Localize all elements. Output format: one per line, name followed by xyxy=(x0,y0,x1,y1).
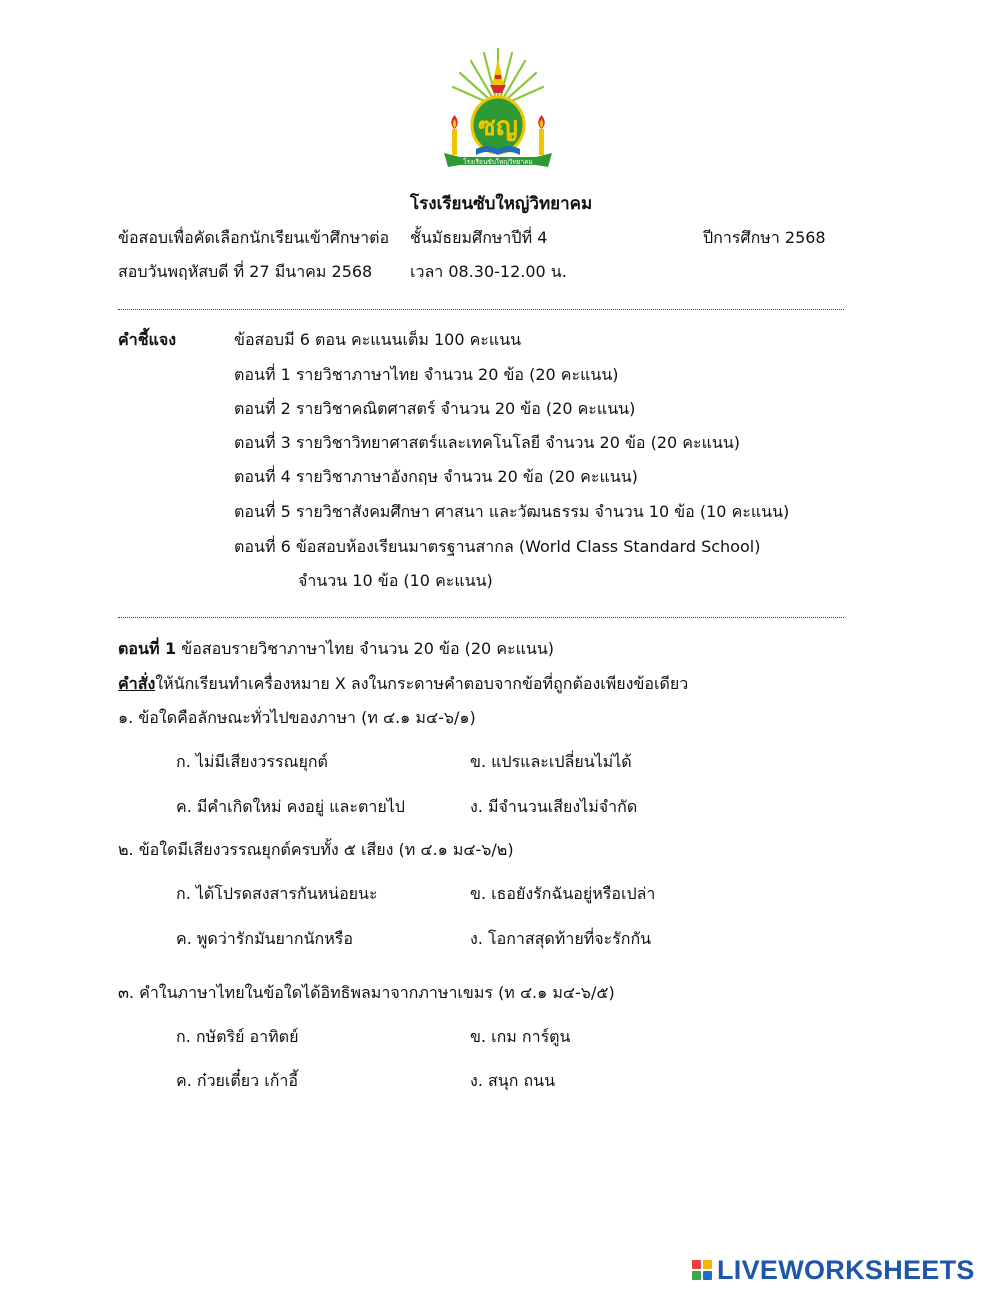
q2-option-a[interactable]: ก. ได้โปรดสงสารกันหน่อยนะ xyxy=(176,884,378,903)
watermark-text: LIVEWORKSHEETS xyxy=(717,1254,975,1285)
q1-option-d[interactable]: ง. มีจำนวนเสียงไม่จำกัด xyxy=(470,797,638,816)
part1-heading-label: ตอนที่ 1 xyxy=(118,639,177,658)
instruction-line: ตอนที่ 6 ข้อสอบห้องเรียนมาตรฐานสากล (World Class Standard School) xyxy=(234,537,761,556)
logo-tile xyxy=(692,1271,701,1280)
q1-option-c[interactable]: ค. มีคำเกิดใหม่ คงอยู่ และตายไป xyxy=(176,797,405,816)
exam-title: ข้อสอบเพื่อคัดเลือกนักเรียนเข้าศึกษาต่อ xyxy=(118,228,390,247)
liveworksheets-watermark[interactable] xyxy=(692,1254,975,1286)
exam-time: เวลา 08.30-12.00 น. xyxy=(410,262,567,281)
exam-date: สอบวันพฤหัสบดี ที่ 27 มีนาคม 2568 xyxy=(118,262,373,281)
part1-heading-text: ข้อสอบรายวิชาภาษาไทย จำนวน 20 ข้อ (20 คะแนน) xyxy=(176,639,555,658)
q1-option-a[interactable]: ก. ไม่มีเสียงวรรณยุกต์ xyxy=(176,752,328,771)
part1-command xyxy=(118,672,688,697)
q3-option-d[interactable]: ง. สนุก ถนน xyxy=(470,1071,556,1090)
logo-tile xyxy=(703,1260,712,1269)
question-2: ๒. ข้อใดมีเสียงวรรณยุกต์ครบทั้ง ๕ เสียง (ท ๔.๑ ม๔-๖/๒) xyxy=(118,840,514,859)
divider-top xyxy=(118,309,844,310)
q2-option-d[interactable]: ง. โอกาสสุดท้ายที่จะรักกัน xyxy=(470,929,652,948)
instructions-label: คำชี้แจง xyxy=(118,330,177,349)
instruction-line: ตอนที่ 4 รายวิชาภาษาอังกฤษ จำนวน 20 ข้อ (20 คะแนน) xyxy=(234,467,638,486)
question-1: ๑. ข้อใดคือลักษณะทั่วไปของภาษา (ท ๔.๑ ม๔-๖/๑) xyxy=(118,708,476,727)
instruction-line: ตอนที่ 3 รายวิชาวิทยาศาสตร์และเทคโนโลยี จำนวน 20 ข้อ (20 คะแนน) xyxy=(234,433,741,452)
command-text: ให้นักเรียนทำเครื่องหมาย X ลงในกระดาษคำตอบจากข้อที่ถูกต้องเพียงข้อเดียว xyxy=(155,674,689,693)
torch-right-icon xyxy=(538,115,545,155)
grade-level: ชั้นมัธยมศึกษาปีที่ 4 xyxy=(410,228,548,247)
q3-option-a[interactable]: ก. กษัตริย์ อาทิตย์ xyxy=(176,1027,299,1046)
instruction-line: ตอนที่ 5 รายวิชาสังคมศึกษา ศาสนา และวัฒนธรรม จำนวน 10 ข้อ (10 คะแนน) xyxy=(234,502,790,521)
q1-option-b[interactable]: ข. แปรและเปลี่ยนไม่ได้ xyxy=(470,752,632,771)
q2-option-c[interactable]: ค. พูดว่ารักมันยากนักหรือ xyxy=(176,929,353,948)
question-3: ๓. คำในภาษาไทยในข้อใดได้อิทธิพลมาจากภาษาเขมร (ท ๔.๑ ม๔-๖/๕) xyxy=(118,983,615,1002)
logo-monogram: ซญ xyxy=(478,112,518,142)
torch-left-icon xyxy=(451,115,458,155)
instruction-line: ข้อสอบมี 6 ตอน คะแนนเต็ม 100 คะแนน xyxy=(234,330,522,349)
school-logo xyxy=(440,45,556,173)
instruction-line: ตอนที่ 2 รายวิชาคณิตศาสตร์ จำนวน 20 ข้อ (20 คะแนน) xyxy=(234,399,636,418)
logo-pagoda xyxy=(490,59,506,93)
q2-option-b[interactable]: ข. เธอยังรักฉันอยู่หรือเปล่า xyxy=(470,884,656,903)
instruction-line: จำนวน 10 ข้อ (10 คะแนน) xyxy=(298,571,493,590)
command-label: คำสั่ง xyxy=(118,674,156,693)
q3-option-b[interactable]: ข. เกม การ์ตูน xyxy=(470,1027,571,1046)
q3-option-c[interactable]: ค. ก๋วยเตี๋ยว เก้าอี้ xyxy=(176,1071,298,1090)
logo-tile xyxy=(703,1271,712,1280)
part1-heading xyxy=(118,637,554,662)
logo-ribbon-text: โรงเรียนซับใหญ่วิทยาคม xyxy=(463,158,533,166)
divider-bottom xyxy=(118,617,844,618)
instruction-line: ตอนที่ 1 รายวิชาภาษาไทย จำนวน 20 ข้อ (20 คะแนน) xyxy=(234,365,619,384)
logo-tile xyxy=(692,1260,701,1269)
liveworksheets-logo-icon xyxy=(692,1260,712,1280)
school-name: โรงเรียนซับใหญ่วิทยาคม xyxy=(410,194,593,214)
academic-year: ปีการศึกษา 2568 xyxy=(703,228,826,247)
